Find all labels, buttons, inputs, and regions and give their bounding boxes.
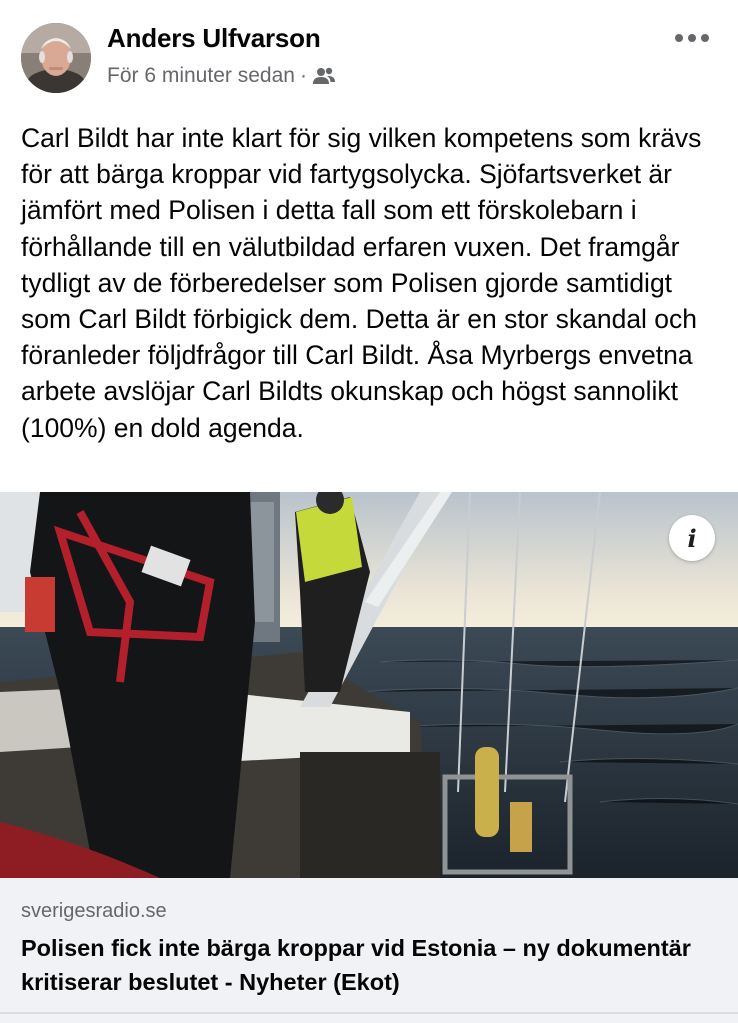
author-name[interactable]: Anders Ulfvarson	[107, 23, 321, 53]
post-timestamp[interactable]: För 6 minuter sedan	[107, 64, 295, 87]
link-domain: sverigesradio.se	[21, 900, 167, 922]
author-avatar[interactable]	[21, 23, 91, 93]
post-meta	[107, 64, 336, 88]
link-preview-card[interactable]	[0, 878, 738, 1023]
post-body-text: Carl Bildt har inte klart för sig vilken kompetens som krävs för att bärga kroppar vid fartygsolycka. Sjöfartsverket är jämfört med Polisen i detta fall som ett förskolebarn i förhållande till en välutbildad erfaren vuxen. Det framgår tydligt av de förberedelser som Polisen gjorde samtidigt som Carl Bildt förbigick dem. Detta är en stor skandal och föranleder följdfrågor till Carl Bildt. Åsa Myrbergs envetna arbete avslöjar Carl Bildts okunskap och högst sannolikt (100%) en dold agenda.	[21, 123, 702, 443]
more-horizontal-icon	[674, 33, 710, 43]
info-icon: i	[687, 523, 697, 553]
post-header	[0, 0, 738, 110]
meta-separator: ·	[299, 64, 307, 87]
link-preview-image[interactable]	[0, 492, 738, 878]
card-divider	[0, 1012, 738, 1014]
avatar-photo	[21, 23, 91, 93]
friends-icon[interactable]	[312, 66, 336, 86]
info-button[interactable]	[669, 515, 715, 561]
more-options-button[interactable]	[670, 24, 714, 52]
link-title: Polisen fick inte bärga kroppar vid Estonia – ny dokumentär kritiserar beslutet - Nyheter (Ekot)	[21, 935, 691, 995]
